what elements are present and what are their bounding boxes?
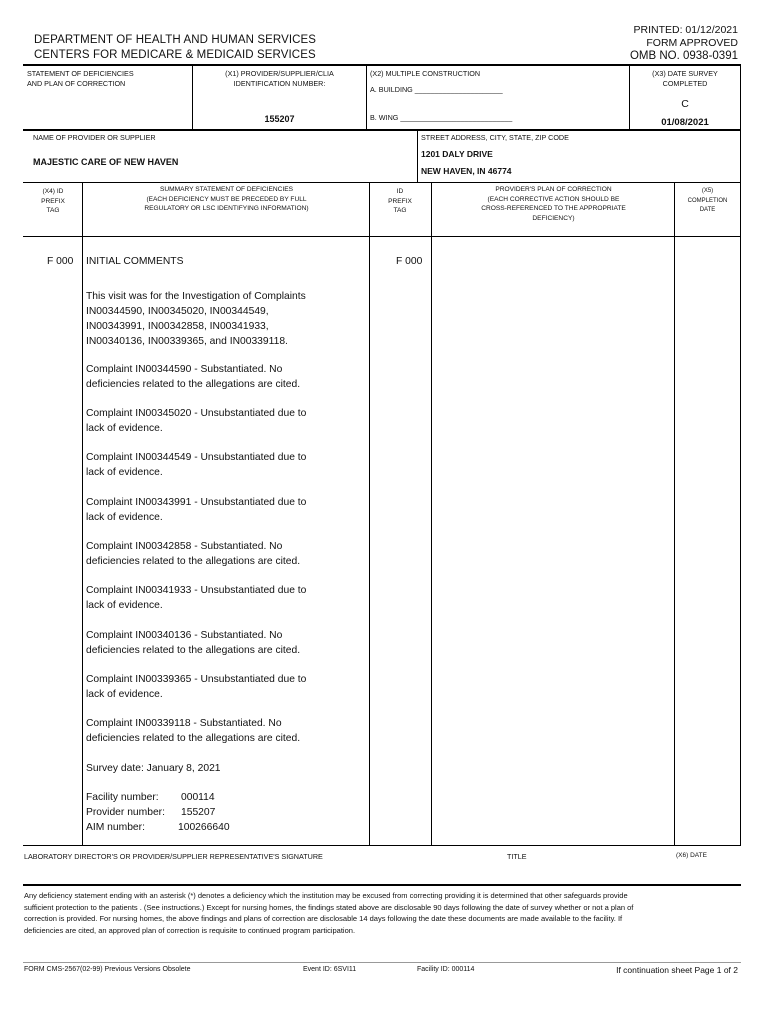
agency-header	[34, 33, 316, 63]
provider-number-row: Provider number: 155207	[86, 807, 216, 818]
x1-label: (X1) PROVIDER/SUPPLIER/CLIA IDENTIFICATION NUMBER:	[225, 69, 334, 88]
form-approved: FORM APPROVED	[646, 37, 738, 49]
right-border-top	[740, 65, 741, 183]
survey-date-line: Survey date: January 8, 2021	[86, 763, 221, 774]
id-header: ID PREFIX TAG	[388, 188, 412, 214]
survey-completed-date: 01/08/2021	[661, 117, 709, 128]
date-label: (X6) DATE	[676, 852, 707, 859]
address-line-1: 1201 DALY DRIVE	[421, 149, 493, 159]
signature-bottom-border	[23, 884, 741, 886]
facility-number-row: Facility number: 000114	[86, 792, 215, 803]
body-bottom-border	[23, 845, 741, 846]
column-header-bottom	[23, 236, 741, 237]
top-border	[23, 64, 741, 66]
omb-number: OMB NO. 0938-0391	[629, 50, 738, 62]
plan-header: PROVIDER'S PLAN OF CORRECTION (EACH CORRECTIVE ACTION SHOULD BE CROSS-REFERENCED TO THE APPROPRIATE DEFICIENCY)	[481, 186, 626, 222]
complaint-paragraph: Complaint IN00342858 - Substantiated. No deficiencies related to the allegations are cited.	[86, 541, 301, 567]
intro-paragraph: This visit was for the Investigation of Complaints IN00344590, IN00345020, IN00344549, IN00343991, IN00342858, IN00341933, IN00340136, IN00339365, and IN00339118.	[86, 291, 306, 347]
col-divider-4	[674, 183, 675, 846]
x3-label: (X3) DATE SURVEY COMPLETED	[652, 69, 718, 88]
idbox-bottom-border	[23, 129, 741, 131]
form-number: FORM CMS-2567(02-99) Previous Versions Obsolete	[24, 966, 191, 973]
provider-row-bottom	[23, 182, 741, 183]
summary-header: SUMMARY STATEMENT OF DEFICIENCIES (EACH DEFICIENCY MUST BE PRECEDED BY FULL REGULATORY OR LSC IDENTIFYING INFORMATION)	[144, 186, 309, 212]
disclaimer-text: Any deficiency statement ending with an asterisk (*) denotes a deficiency which the institution may be excused from correcting providing it is determined that other safeguards provide sufficient protection to the patients . (See instructions.) Except for nursing homes, the findings stated above are disclosable 90 days following the date of survey whether or not a plan of correction is provided. For nursing homes, the above findings and plans of correction are disclosable 14 days following the date these documents are made available to the facility. If deficiencies are cited, an approved plan of correction is requisite to continued program participation.	[24, 891, 634, 935]
complaint-paragraph: Complaint IN00344549 - Unsubstantiated due to lack of evidence.	[86, 452, 307, 478]
left-prefix-tag: F 000	[47, 256, 74, 267]
divider-x2	[366, 65, 367, 130]
complaint-paragraph: Complaint IN00339365 - Unsubstantiated due to lack of evidence.	[86, 674, 307, 700]
address-line-2: NEW HAVEN, IN 46774	[421, 166, 512, 176]
x5-header: (X5) COMPLETION DATE	[687, 188, 728, 213]
complaint-paragraph: Complaint IN00343991 - Unsubstantiated due to lack of evidence.	[86, 497, 307, 523]
facility-id: Facility ID: 000114	[417, 966, 475, 973]
aim-number-row: AIM number: 100266640	[86, 822, 230, 833]
x4-header: (X4) ID PREFIX TAG	[41, 188, 65, 214]
right-prefix-tag: F 000	[396, 256, 423, 267]
complaint-paragraph: Complaint IN00341933 - Unsubstantiated due to lack of evidence.	[86, 585, 307, 611]
provider-id-number: 155207	[264, 114, 295, 124]
page-indicator: If continuation sheet Page 1 of 2	[616, 965, 738, 975]
survey-type-letter: C	[681, 98, 689, 110]
entry-title: INITIAL COMMENTS	[86, 256, 184, 267]
col-divider-1	[82, 183, 83, 846]
footer-divider	[23, 962, 741, 963]
col-divider-2	[369, 183, 370, 846]
right-border-body	[740, 183, 741, 846]
col-divider-3	[431, 183, 432, 846]
x2-label: (X2) MULTIPLE CONSTRUCTION	[370, 69, 481, 78]
complaint-paragraph: Complaint IN00345020 - Unsubstantiated due to lack of evidence.	[86, 408, 307, 434]
event-id: Event ID: 6SVI11	[303, 966, 357, 973]
complaint-paragraph: Complaint IN00339118 - Substantiated. No deficiencies related to the allegations are cited.	[86, 718, 301, 744]
printed-date: PRINTED: 01/12/2021	[633, 24, 738, 36]
complaint-paragraph: Complaint IN00340136 - Substantiated. No deficiencies related to the allegations are cited.	[86, 630, 301, 656]
divider-address	[417, 130, 418, 183]
form-header-right	[630, 24, 738, 63]
provider-name-label: NAME OF PROVIDER OR SUPPLIER	[33, 133, 156, 142]
signature-label: LABORATORY DIRECTOR'S OR PROVIDER/SUPPLIER REPRESENTATIVE'S SIGNATURE	[24, 852, 323, 861]
agency-name: CENTERS FOR MEDICARE & MEDICAID SERVICES	[34, 49, 316, 61]
complaint-paragraph: Complaint IN00344590 - Substantiated. No deficiencies related to the allegations are cited.	[86, 364, 301, 390]
provider-name: MAJESTIC CARE OF NEW HAVEN	[33, 157, 179, 167]
facility-info	[86, 790, 366, 835]
department-name: DEPARTMENT OF HEALTH AND HUMAN SERVICES	[34, 34, 317, 46]
statement-label: STATEMENT OF DEFICIENCIES AND PLAN OF CORRECTION	[27, 69, 134, 88]
building-label: A. BUILDING ______________________	[370, 85, 503, 94]
title-label: TITLE	[507, 852, 527, 861]
wing-label: B. WING ____________________________	[370, 113, 513, 122]
address-label: STREET ADDRESS, CITY, STATE, ZIP CODE	[421, 133, 569, 142]
